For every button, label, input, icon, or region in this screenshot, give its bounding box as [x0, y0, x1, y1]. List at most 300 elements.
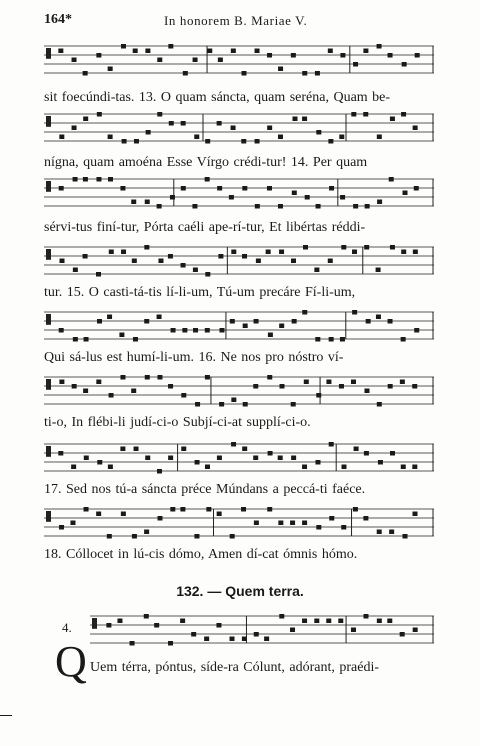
neume [351, 380, 356, 385]
neume [268, 333, 273, 338]
neume [314, 619, 319, 624]
neume [84, 337, 89, 342]
neume [144, 614, 149, 619]
neume [169, 121, 174, 126]
clef-mark [92, 618, 97, 629]
neume [377, 402, 382, 407]
neume [377, 135, 382, 140]
staff-drawing [44, 505, 434, 545]
neume [291, 456, 296, 461]
neume [83, 177, 88, 182]
neume [204, 637, 209, 642]
neume [73, 268, 78, 273]
neume [363, 516, 368, 521]
neume [329, 186, 334, 191]
neume [255, 49, 260, 54]
neume [267, 375, 272, 380]
neume [255, 139, 260, 144]
neume [205, 465, 210, 470]
neume [351, 112, 356, 117]
neume [377, 44, 382, 49]
neume [401, 112, 406, 117]
neume [157, 469, 162, 474]
neume [59, 328, 64, 333]
neume [267, 186, 272, 191]
clef-mark [46, 116, 51, 127]
neume [133, 337, 138, 342]
neume [205, 375, 210, 380]
neume [180, 619, 185, 624]
neume [132, 534, 137, 539]
neume [376, 315, 381, 320]
neume [389, 177, 394, 182]
neume [256, 259, 261, 264]
neume [328, 49, 333, 54]
lyric-line: sit foecúndi-tas. 13. O quam sáncta, quam seréna, Quam be- [44, 90, 391, 105]
neume [108, 67, 113, 72]
neume [231, 442, 236, 447]
neume [195, 402, 200, 407]
neume [340, 337, 345, 342]
neume [192, 204, 197, 209]
neume [414, 328, 419, 333]
chant-staff [44, 505, 434, 545]
neume [412, 512, 417, 517]
neume [107, 315, 112, 320]
neume [279, 614, 284, 619]
neume [329, 442, 334, 447]
neume [182, 328, 187, 333]
neume [390, 245, 395, 250]
neume [400, 632, 405, 637]
clef-mark [46, 249, 51, 260]
neume [415, 53, 420, 58]
neume [121, 44, 126, 49]
neume [230, 534, 235, 539]
neume [83, 389, 88, 394]
neume [145, 200, 150, 205]
neume [96, 512, 101, 517]
neume [241, 139, 246, 144]
drop-cap-initial: Q [55, 637, 87, 686]
neume [145, 375, 150, 380]
neume [243, 324, 248, 329]
neume [219, 328, 224, 333]
neume [243, 402, 248, 407]
lyric-line: 17. Sed nos tú-a sáncta préce Múndans a peccá-ti faéce. [44, 482, 366, 497]
neume [59, 135, 64, 140]
neume [120, 447, 125, 452]
neume [387, 619, 392, 624]
neume [403, 191, 408, 196]
neume [119, 333, 124, 338]
clef-mark [46, 314, 51, 325]
neume [364, 389, 369, 394]
neume [304, 380, 309, 385]
neume [315, 337, 320, 342]
neume [157, 112, 162, 117]
hymn-heading: 132. — Quem terra. [176, 583, 304, 599]
neume [339, 384, 344, 389]
neume [157, 204, 162, 209]
neume [278, 456, 283, 461]
neume [316, 393, 321, 398]
neume [290, 521, 295, 526]
staff-drawing [44, 110, 434, 150]
neume [241, 507, 246, 512]
neume [354, 447, 359, 452]
neume [412, 384, 417, 389]
neume [292, 319, 297, 324]
neume [109, 250, 114, 255]
neume [217, 512, 222, 517]
neume [279, 384, 284, 389]
neume [194, 135, 199, 140]
neume [366, 319, 371, 324]
neume [388, 319, 393, 324]
neume [401, 337, 406, 342]
neume [326, 380, 331, 385]
page-header [44, 12, 446, 34]
neume [376, 268, 381, 273]
staff-drawing [44, 42, 434, 82]
neume [121, 250, 126, 255]
neume [84, 507, 89, 512]
neume [365, 204, 370, 209]
neume [253, 456, 258, 461]
neume [71, 465, 76, 470]
neume [329, 516, 334, 521]
neume [219, 402, 224, 407]
neume [193, 58, 198, 63]
neume [168, 254, 173, 259]
neume [302, 310, 307, 315]
neume [338, 619, 343, 624]
neume [205, 272, 210, 277]
neume [267, 126, 272, 131]
stanza-number: 4. [62, 620, 72, 635]
neume [106, 623, 111, 628]
neume [206, 507, 211, 512]
chant-staff [44, 243, 434, 283]
clef-mark [46, 181, 51, 192]
neume [340, 53, 345, 58]
neume [120, 186, 125, 191]
neume [400, 380, 405, 385]
neume [278, 135, 283, 140]
neume [267, 53, 272, 58]
neume [158, 516, 163, 521]
neume [230, 637, 235, 642]
neume [83, 117, 88, 122]
neume [254, 632, 259, 637]
neume [108, 177, 113, 182]
neume [305, 195, 310, 200]
neume [328, 259, 333, 264]
neume [170, 507, 175, 512]
neume [315, 460, 320, 465]
neume [108, 135, 113, 140]
neume [84, 456, 89, 461]
neume [231, 250, 236, 255]
neume [390, 117, 395, 122]
neume [96, 380, 101, 385]
staff-drawing [44, 175, 434, 215]
neume [181, 186, 186, 191]
neume [217, 456, 222, 461]
neume [389, 530, 394, 535]
neume [96, 53, 101, 58]
neume [316, 525, 321, 530]
lyric-line: Uem térra, póntus, síde-ra Cólunt, adórant, praédi- [90, 660, 380, 675]
chant-staff [44, 308, 434, 348]
neume [72, 126, 77, 131]
neume [378, 460, 383, 465]
neume [117, 619, 122, 624]
neume [58, 49, 63, 54]
neume [292, 117, 297, 122]
chant-staff [90, 612, 434, 652]
chant-staff [44, 373, 434, 413]
neume [413, 250, 418, 255]
neume [352, 250, 357, 255]
neume [278, 521, 283, 526]
staff-drawing [44, 308, 434, 348]
neume [168, 384, 173, 389]
neume [144, 530, 149, 535]
neume [181, 447, 186, 452]
neume [290, 628, 295, 633]
neume [131, 389, 136, 394]
neume [352, 310, 357, 315]
neume [302, 465, 307, 470]
neume [216, 623, 221, 628]
neume [170, 195, 175, 200]
neume [205, 139, 210, 144]
neume [231, 398, 236, 403]
neume [351, 628, 356, 633]
neume [97, 112, 102, 117]
neume [59, 525, 64, 530]
neume [83, 254, 88, 259]
clef-mark [46, 48, 51, 59]
neume [107, 534, 112, 539]
neume [97, 319, 102, 324]
neume [131, 200, 136, 205]
neume [267, 507, 272, 512]
neume [316, 204, 321, 209]
neume [353, 62, 358, 67]
neume [412, 465, 417, 470]
neume [157, 58, 162, 63]
neume [193, 328, 198, 333]
neume [205, 177, 210, 182]
neume [130, 641, 135, 646]
neume [414, 186, 419, 191]
neume [291, 402, 296, 407]
neume [254, 521, 259, 526]
neume [401, 465, 406, 470]
neume [207, 49, 212, 54]
neume [353, 204, 358, 209]
neume [133, 49, 138, 54]
neume [278, 204, 283, 209]
neume [291, 53, 296, 58]
neume [145, 49, 150, 54]
lyric-line: 18. Cóllocet in lú-cis dómo, Amen dí-cat ómnis hómo. [44, 547, 358, 562]
neume [171, 328, 176, 333]
neume [266, 250, 271, 255]
neume [168, 456, 173, 461]
neume [377, 530, 382, 535]
neume [302, 521, 307, 526]
neume [108, 465, 113, 470]
neume [340, 195, 345, 200]
chant-staff [44, 110, 434, 150]
neume [302, 619, 307, 624]
neume [326, 619, 331, 624]
clef-mark [46, 511, 51, 522]
neume [279, 324, 284, 329]
neume [242, 447, 247, 452]
neume [413, 126, 418, 131]
neume [217, 121, 222, 126]
neume [328, 139, 333, 144]
neume [181, 393, 186, 398]
neume [242, 71, 247, 76]
neume [229, 195, 234, 200]
neume [341, 245, 346, 250]
neume [364, 245, 369, 250]
neume [303, 245, 308, 250]
neume [157, 375, 162, 380]
neume [122, 139, 127, 144]
neume [158, 259, 163, 264]
neume [120, 375, 125, 380]
neume [231, 126, 236, 131]
neume [341, 465, 346, 470]
neume [388, 384, 393, 389]
neume [402, 62, 407, 67]
neume [59, 380, 64, 385]
running-title: In honorem B. Mariae V. [164, 13, 308, 28]
lyric-line: sérvi-tus finí-tur, Pórta caéli ape-rí-tur, Et libértas réddi- [44, 220, 366, 235]
neume [268, 451, 273, 456]
neume [180, 507, 185, 512]
neume [242, 254, 247, 259]
lyric-line: ti-o, In flébi-li judí-ci-o Subjí-ci-at supplí-ci-o. [44, 415, 311, 430]
neume [191, 632, 196, 637]
neume [302, 117, 307, 122]
neume [146, 130, 151, 135]
neume [205, 328, 210, 333]
neume [377, 619, 382, 624]
neume [279, 250, 284, 255]
neume [353, 507, 358, 512]
neume [390, 451, 395, 456]
neume [59, 186, 64, 191]
neume [363, 49, 368, 54]
neume [73, 177, 78, 182]
chant-staff [44, 42, 434, 82]
neume [73, 337, 78, 342]
staff-drawing [90, 612, 434, 652]
neume [403, 534, 408, 539]
neume [315, 71, 320, 76]
neume [264, 637, 269, 642]
neume [70, 521, 75, 526]
lyric-line: Qui sá-lus est humí-li-um. 16. Ne nos pro nóstro ví- [44, 350, 344, 365]
staff-drawing [44, 373, 434, 413]
chant-staff [44, 440, 434, 480]
page-edge-mark [0, 715, 12, 716]
neume [388, 53, 393, 58]
neume [144, 245, 149, 250]
neume [291, 259, 296, 264]
neume [194, 534, 199, 539]
neume [341, 525, 346, 530]
neume [183, 71, 188, 76]
neume [134, 447, 139, 452]
neume [255, 204, 260, 209]
neume [302, 71, 307, 76]
neume [254, 319, 259, 324]
neume [242, 186, 247, 191]
page-number: 164* [44, 12, 72, 27]
neume [58, 451, 63, 456]
neume [132, 259, 137, 264]
neume [168, 44, 173, 49]
neume [242, 637, 247, 642]
neume [181, 263, 186, 268]
neume [253, 384, 258, 389]
neume [316, 130, 321, 135]
neume [195, 460, 200, 465]
chant-staff [44, 175, 434, 215]
neume [121, 512, 126, 517]
staff-drawing [44, 440, 434, 480]
neume [168, 641, 173, 646]
neume [217, 186, 222, 191]
neume [292, 191, 297, 196]
neume [377, 200, 382, 205]
neume [72, 384, 77, 389]
neume [154, 623, 159, 628]
neume [193, 268, 198, 273]
neume [231, 49, 236, 54]
neume [181, 121, 186, 126]
neume [329, 337, 334, 342]
neume [218, 58, 223, 63]
neume [401, 250, 406, 255]
neume [109, 393, 114, 398]
neume [413, 628, 418, 633]
neume [83, 71, 88, 76]
neume [72, 58, 77, 63]
neume [157, 315, 162, 320]
neume [96, 177, 101, 182]
neume [278, 67, 283, 72]
neume [314, 268, 319, 273]
neume [218, 254, 223, 259]
clef-mark [46, 379, 51, 390]
staff-drawing [44, 243, 434, 283]
lyric-line: tur. 15. O casti-tá-tis lí-li-um, Tú-um precáre Fí-li-um, [44, 285, 356, 300]
neume [230, 319, 235, 324]
neume [60, 259, 65, 264]
neume [363, 112, 368, 117]
neume [339, 135, 344, 140]
